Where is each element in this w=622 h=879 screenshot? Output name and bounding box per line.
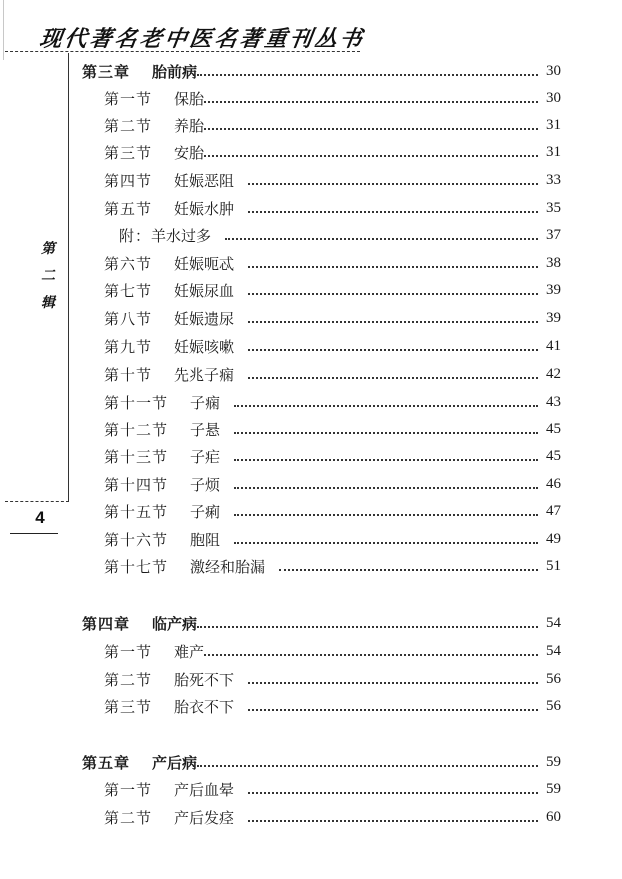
toc-entry-page: 59 bbox=[546, 780, 561, 797]
margin-frame-line bbox=[68, 53, 69, 501]
toc-entry-number: 第四节 bbox=[104, 171, 153, 190]
toc-section-entry[interactable] bbox=[104, 168, 570, 192]
toc-section-entry[interactable] bbox=[104, 805, 570, 829]
toc-section-entry[interactable] bbox=[104, 196, 570, 220]
toc-entry-page: 37 bbox=[546, 226, 561, 243]
toc-section-entry[interactable] bbox=[104, 86, 570, 110]
toc-entry-page: 41 bbox=[546, 337, 561, 354]
toc-entry-title: 胞阻 bbox=[190, 530, 221, 549]
toc-entry-page: 43 bbox=[546, 393, 561, 410]
toc-dot-leader bbox=[248, 377, 538, 379]
toc-entry-page: 33 bbox=[546, 171, 561, 188]
toc-dot-leader bbox=[248, 211, 538, 213]
toc-entry-title: 子疟 bbox=[190, 447, 221, 466]
toc-entry-title: 产后发痉 bbox=[174, 808, 235, 827]
series-title: 现代著名老中医名著重刊丛书 bbox=[37, 26, 367, 52]
toc-entry-title: 激经和胎漏 bbox=[190, 557, 266, 576]
toc-section-entry[interactable] bbox=[104, 251, 570, 275]
toc-entry-number: 第一节 bbox=[104, 89, 153, 108]
toc-dot-leader bbox=[248, 293, 538, 295]
toc-entry-page: 39 bbox=[546, 281, 561, 298]
toc-entry-title: 子痫 bbox=[190, 393, 221, 412]
toc-entry-number: 附： bbox=[119, 226, 152, 245]
toc-entry-number: 第十五节 bbox=[104, 502, 169, 521]
toc-entry-number: 第一节 bbox=[104, 642, 153, 661]
toc-dot-leader bbox=[248, 349, 538, 351]
toc-dot-leader bbox=[234, 459, 538, 461]
toc-entry-number: 第三节 bbox=[104, 143, 153, 162]
toc-entry-number: 第六节 bbox=[104, 254, 153, 273]
toc-entry-page: 54 bbox=[546, 642, 561, 659]
toc-dot-leader bbox=[234, 432, 538, 434]
toc-entry-page: 56 bbox=[546, 670, 561, 687]
toc-section-entry[interactable] bbox=[104, 390, 570, 414]
toc-entry-title: 安胎 bbox=[174, 143, 205, 162]
toc-section-entry[interactable] bbox=[104, 444, 570, 468]
toc-dot-leader bbox=[279, 569, 538, 571]
toc-dot-leader bbox=[234, 405, 538, 407]
toc-dot-leader bbox=[248, 183, 538, 185]
toc-entry-number: 第五章 bbox=[82, 753, 131, 772]
toc-entry-title: 羊水过多 bbox=[151, 226, 212, 245]
toc-entry-title: 胎前病 bbox=[152, 62, 198, 81]
toc-chapter-entry[interactable] bbox=[82, 611, 570, 635]
toc-entry-page: 46 bbox=[546, 475, 561, 492]
toc-section-entry[interactable] bbox=[104, 499, 570, 523]
toc-section-entry[interactable] bbox=[104, 777, 570, 801]
toc-entry-page: 54 bbox=[546, 614, 561, 631]
toc-entry-page: 42 bbox=[546, 365, 561, 382]
toc-dot-leader bbox=[204, 101, 538, 103]
toc-section-entry[interactable] bbox=[104, 527, 570, 551]
toc-entry-page: 35 bbox=[546, 199, 561, 216]
toc-entry-number: 第十节 bbox=[104, 365, 153, 384]
toc-entry-page: 56 bbox=[546, 697, 561, 714]
toc-dot-leader bbox=[248, 792, 538, 794]
toc-entry-number: 第九节 bbox=[104, 337, 153, 356]
toc-entry-title: 保胎 bbox=[174, 89, 205, 108]
volume-label-char: 辑 bbox=[41, 295, 55, 311]
toc-entry-title: 先兆子痫 bbox=[174, 365, 235, 384]
toc-entry-title: 子痢 bbox=[190, 502, 221, 521]
toc-section-entry[interactable] bbox=[104, 334, 570, 358]
toc-entry-title: 子悬 bbox=[190, 420, 221, 439]
toc-entry-title: 妊娠恶阻 bbox=[174, 171, 235, 190]
toc-entry-title: 子烦 bbox=[190, 475, 221, 494]
toc-section-entry[interactable] bbox=[104, 667, 570, 691]
toc-entry-title: 妊娠水肿 bbox=[174, 199, 235, 218]
toc-section-entry[interactable] bbox=[104, 694, 570, 718]
toc-entry-page: 51 bbox=[546, 557, 561, 574]
toc-section-entry[interactable] bbox=[104, 306, 570, 330]
toc-dot-leader bbox=[234, 514, 538, 516]
toc-entry-number: 第四章 bbox=[82, 614, 131, 633]
toc-entry-page: 49 bbox=[546, 530, 561, 547]
toc-section-entry[interactable] bbox=[104, 554, 570, 578]
toc-entry-number: 第十六节 bbox=[104, 530, 169, 549]
toc-entry-number: 第一节 bbox=[104, 780, 153, 799]
toc-entry-title: 妊娠遗尿 bbox=[174, 309, 235, 328]
toc-entry-title: 产后病 bbox=[152, 753, 198, 772]
toc-entry-title: 临产病 bbox=[152, 614, 198, 633]
toc-entry-number: 第二节 bbox=[104, 116, 153, 135]
volume-label-char: 二 bbox=[41, 268, 55, 284]
toc-entry-number: 第五节 bbox=[104, 199, 153, 218]
toc-entry-page: 38 bbox=[546, 254, 561, 271]
toc-dot-leader bbox=[197, 765, 538, 767]
toc-entry-number: 第十七节 bbox=[104, 557, 169, 576]
toc-entry-page: 45 bbox=[546, 447, 561, 464]
toc-chapter-entry[interactable] bbox=[82, 59, 570, 83]
toc-entry-number: 第十三节 bbox=[104, 447, 169, 466]
toc-entry-number: 第二节 bbox=[104, 670, 153, 689]
toc-entry-number: 第二节 bbox=[104, 808, 153, 827]
toc-dot-leader bbox=[248, 321, 538, 323]
toc-dot-leader bbox=[204, 654, 538, 656]
toc-entry-page: 60 bbox=[546, 808, 561, 825]
toc-entry-page: 39 bbox=[546, 309, 561, 326]
margin-dashed-divider bbox=[5, 501, 69, 502]
toc-entry-number: 第三章 bbox=[82, 62, 131, 81]
toc-entry-title: 妊娠尿血 bbox=[174, 281, 235, 300]
toc-entry-number: 第八节 bbox=[104, 309, 153, 328]
toc-entry-number: 第十一节 bbox=[104, 393, 169, 412]
page-number-underline bbox=[10, 533, 58, 534]
toc-entry-page: 59 bbox=[546, 753, 561, 770]
toc-entry-page: 47 bbox=[546, 502, 561, 519]
toc-entry-title: 养胎 bbox=[174, 116, 205, 135]
toc-entry-title: 妊娠呃忒 bbox=[174, 254, 235, 273]
toc-entry-page: 31 bbox=[546, 143, 561, 160]
toc-entry-title: 胎衣不下 bbox=[174, 697, 235, 716]
toc-entry-page: 30 bbox=[546, 62, 561, 79]
toc-section-entry[interactable] bbox=[104, 639, 570, 663]
toc-entry-page: 45 bbox=[546, 420, 561, 437]
toc-dot-leader bbox=[234, 487, 538, 489]
toc-entry-title: 胎死不下 bbox=[174, 670, 235, 689]
toc-entry-title: 难产 bbox=[174, 642, 205, 661]
toc-entry-number: 第三节 bbox=[104, 697, 153, 716]
toc-chapter-entry[interactable] bbox=[82, 750, 570, 774]
toc-dot-leader bbox=[248, 266, 538, 268]
toc-entry-page: 31 bbox=[546, 116, 561, 133]
toc-dot-leader bbox=[248, 682, 538, 684]
toc-dot-leader bbox=[234, 542, 538, 544]
toc-dot-leader bbox=[204, 128, 538, 130]
toc-entry-number: 第七节 bbox=[104, 281, 153, 300]
toc-entry-title: 妊娠咳嗽 bbox=[174, 337, 235, 356]
page-number: 4 bbox=[35, 508, 45, 527]
page-edge-line bbox=[3, 0, 4, 60]
toc-dot-leader bbox=[225, 238, 538, 240]
toc-dot-leader bbox=[197, 74, 538, 76]
toc-entry-page: 30 bbox=[546, 89, 561, 106]
toc-dot-leader bbox=[248, 709, 538, 711]
toc-section-entry[interactable] bbox=[104, 140, 570, 164]
toc-entry-number: 第十四节 bbox=[104, 475, 169, 494]
toc-entry-title: 产后血晕 bbox=[174, 780, 235, 799]
toc-dot-leader bbox=[248, 820, 538, 822]
header-dashed-divider bbox=[5, 51, 360, 52]
toc-dot-leader bbox=[197, 626, 538, 628]
toc-section-entry[interactable] bbox=[104, 472, 570, 496]
volume-label-char: 第 bbox=[41, 241, 55, 257]
toc-section-entry[interactable] bbox=[104, 278, 570, 302]
volume-label bbox=[38, 236, 58, 317]
toc-section-entry[interactable] bbox=[104, 113, 570, 137]
toc-appendix-entry[interactable] bbox=[119, 223, 570, 247]
toc-dot-leader bbox=[204, 155, 538, 157]
toc-section-entry[interactable] bbox=[104, 417, 570, 441]
toc-entry-number: 第十二节 bbox=[104, 420, 169, 439]
toc-section-entry[interactable] bbox=[104, 362, 570, 386]
